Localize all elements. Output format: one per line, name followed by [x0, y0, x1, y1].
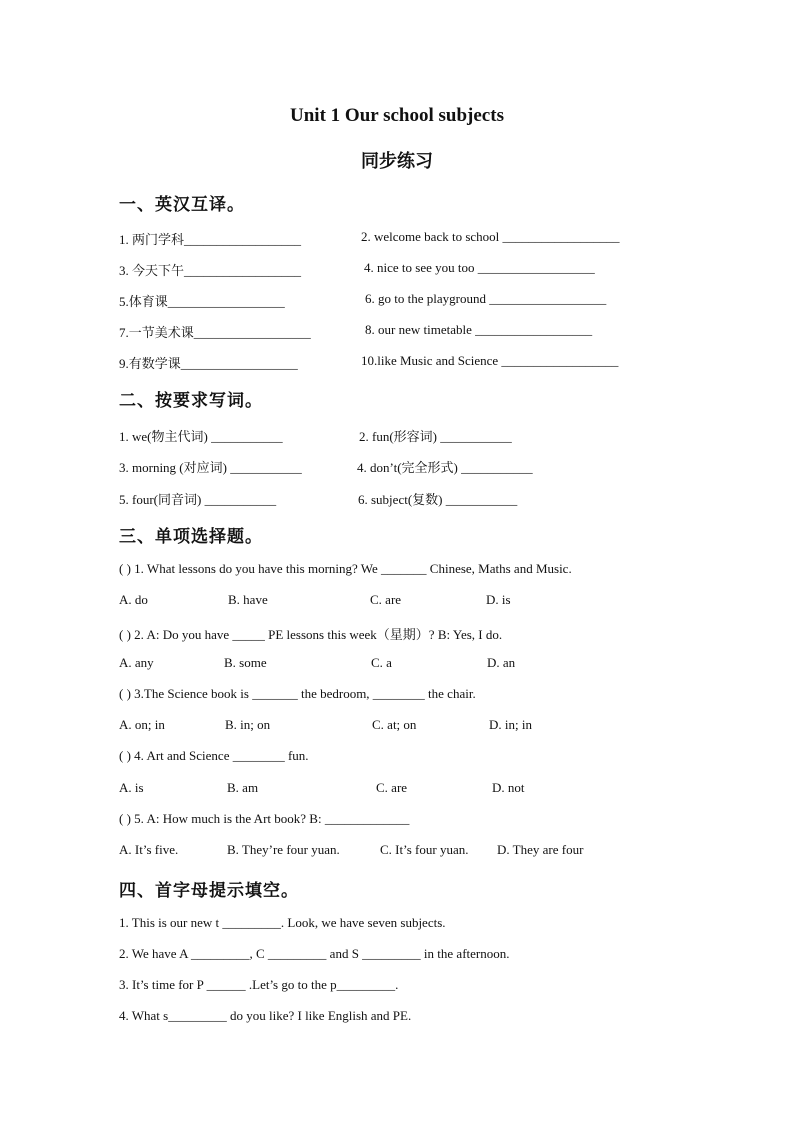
question-2-stem: ( ) 2. A: Do you have _____ PE lessons this week（星期）? B: Yes, I do.	[119, 627, 503, 642]
section-1-item: 6. go to the playground __________________	[365, 291, 607, 306]
question-1-stem: ( ) 1. What lessons do you have this morning? We _______ Chinese, Maths and Music.	[119, 561, 572, 576]
question-3-stem: ( ) 3.The Science book is _______ the bedroom, ________ the chair.	[119, 686, 476, 701]
section-1-item: 9.有数学课__________________	[119, 356, 298, 371]
question-5-stem: ( ) 5. A: How much is the Art book? B: _____________	[119, 811, 410, 826]
section-1-heading: 一、英汉互译。	[119, 195, 245, 215]
section-1-item: 4. nice to see you too __________________	[364, 260, 595, 275]
page-subtitle: 同步练习	[361, 151, 433, 172]
page-title: Unit 1 Our school subjects	[290, 105, 504, 126]
question-4-stem: ( ) 4. Art and Science ________ fun.	[119, 748, 309, 763]
section-4-heading: 四、首字母提示填空。	[119, 881, 299, 901]
option-b: B. am	[227, 780, 259, 795]
option-d: D. in; in	[489, 717, 532, 732]
section-2-heading: 二、按要求写词。	[119, 391, 263, 411]
option-b: B. They’re four yuan.	[227, 842, 340, 857]
section-4-item: 3. It’s time for P ______ .Let’s go to the p_________.	[119, 977, 399, 992]
section-2-item: 3. morning (对应词) ___________	[119, 460, 302, 475]
option-a: A. any	[119, 655, 154, 670]
section-2-item: 4. don’t(完全形式) ___________	[357, 460, 533, 475]
option-d: D. an	[487, 655, 516, 670]
option-d: D. is	[486, 592, 511, 607]
option-b: B. have	[228, 592, 268, 607]
section-1-item: 1. 两门学科__________________	[119, 232, 302, 247]
section-2-item: 5. four(同音词) ___________	[119, 492, 277, 507]
option-c: C. are	[370, 592, 402, 607]
option-c: C. at; on	[372, 717, 417, 732]
option-b: B. some	[224, 655, 267, 670]
option-d: D. not	[492, 780, 525, 795]
option-a: A. do	[119, 592, 148, 607]
section-4-item: 1. This is our new t _________. Look, we have seven subjects.	[119, 915, 446, 930]
section-3-heading: 三、单项选择题。	[119, 527, 263, 547]
section-1-item: 5.体育课__________________	[119, 294, 285, 309]
option-a: A. on; in	[119, 717, 165, 732]
section-4-item: 2. We have A _________, C _________ and S _________ in the afternoon.	[119, 946, 510, 961]
section-4-item: 4. What s_________ do you like? I like English and PE.	[119, 1008, 412, 1023]
section-1-item: 2. welcome back to school __________________	[361, 229, 620, 244]
section-1-item: 7.一节美术课__________________	[119, 325, 311, 340]
option-c: C. a	[371, 655, 392, 670]
section-1-item: 3. 今天下午__________________	[119, 263, 302, 278]
option-a: A. is	[119, 780, 144, 795]
option-a: A. It’s five.	[119, 842, 179, 857]
section-1-item: 8. our new timetable __________________	[365, 322, 593, 337]
section-1-item: 10.like Music and Science __________________	[361, 353, 619, 368]
section-2-item: 2. fun(形容词) ___________	[359, 429, 512, 444]
option-d: D. They are four	[497, 842, 584, 857]
section-2-item: 6. subject(复数) ___________	[358, 492, 518, 507]
option-b: B. in; on	[225, 717, 271, 732]
section-2-item: 1. we(物主代词) ___________	[119, 429, 283, 444]
option-c: C. It’s four yuan.	[380, 842, 469, 857]
option-c: C. are	[376, 780, 408, 795]
